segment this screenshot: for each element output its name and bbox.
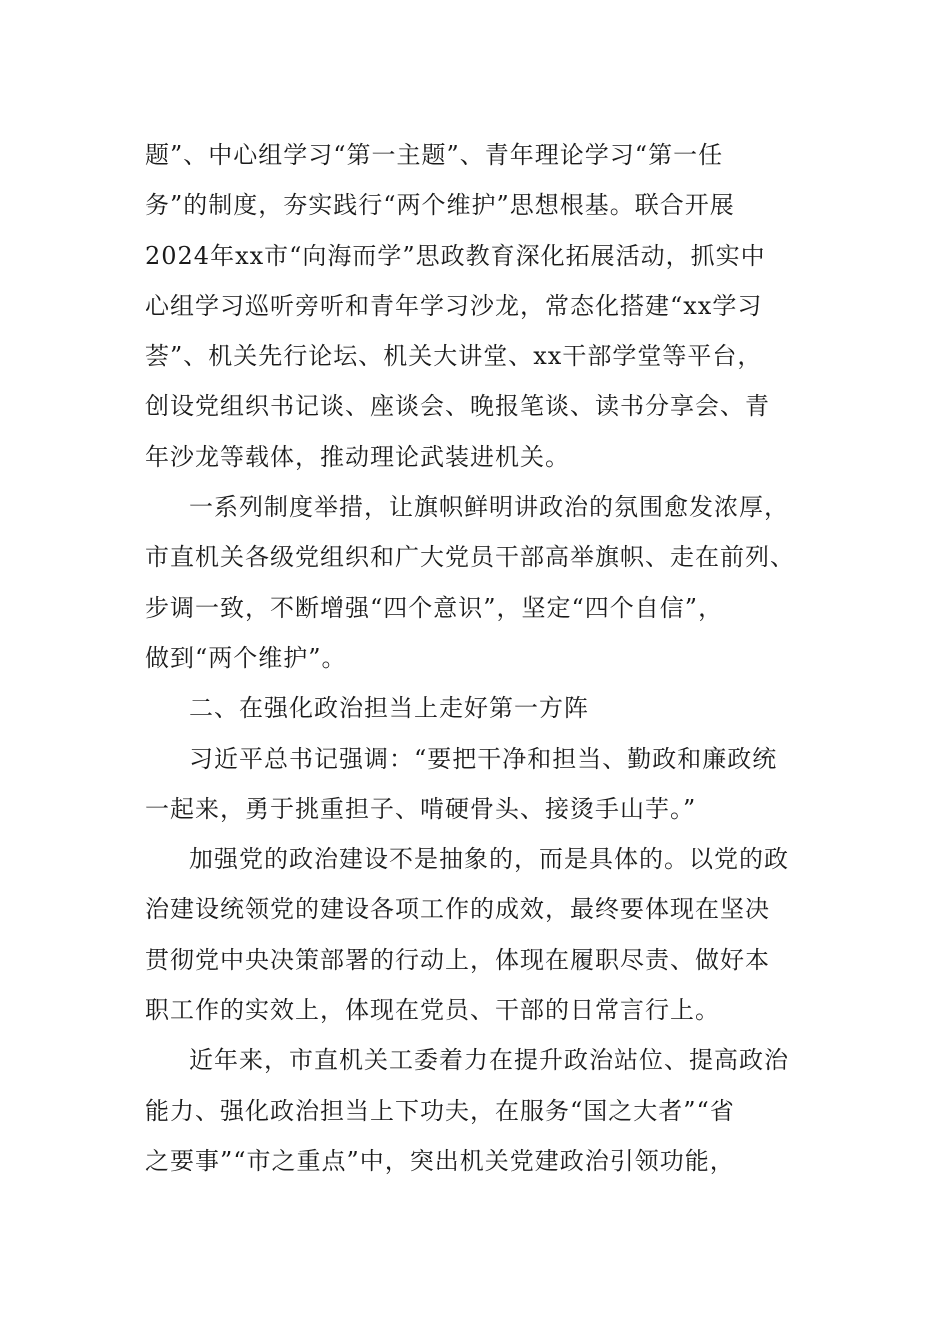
section-heading: 二、在强化政治担当上走好第一方阵 bbox=[189, 694, 589, 723]
text-line: 职工作的实效上，体现在党员、干部的日常言行上。 bbox=[145, 996, 720, 1025]
text-line: 心组学习巡听旁听和青年学习沙龙，常态化搭建“xx学习 bbox=[145, 291, 763, 320]
text-line: 题”、中心组学习“第一主题”、青年理论学习“第一任 bbox=[145, 141, 724, 169]
paragraph-start-line: 加强党的政治建设不是抽象的，而是具体的。以党的政 bbox=[189, 845, 789, 874]
text-line: 荟”、机关先行论坛、机关大讲堂、xx干部学堂等平台， bbox=[145, 342, 763, 371]
text-line: 年沙龙等载体，推动理论武装进机关。 bbox=[145, 442, 570, 471]
paragraph-start-line: 近年来，市直机关工委着力在提升政治站位、提高政治 bbox=[189, 1046, 789, 1075]
text-line: 创设党组织书记谈、座谈会、晚报笔谈、读书分享会、青 bbox=[145, 392, 770, 421]
text-line: 治建设统领党的建设各项工作的成效，最终要体现在坚决 bbox=[145, 895, 770, 924]
text-line: 一起来，勇于挑重担子、啃硬骨头、接烫手山芋。” bbox=[145, 794, 697, 823]
paragraph-start-line: 习近平总书记强调：“要把干净和担当、勤政和廉政统 bbox=[189, 744, 778, 773]
text-line: 贯彻党中央决策部署的行动上，体现在履职尽责、做好本 bbox=[145, 945, 770, 974]
paragraph-start-line: 一系列制度举措，让旗帜鲜明讲政治的氛围愈发浓厚， bbox=[189, 493, 789, 522]
text-line: 务”的制度，夯实践行“两个维护”思想根基。联合开展 bbox=[145, 191, 735, 220]
document-body bbox=[145, 130, 805, 1186]
text-line: 能力、强化政治担当上下功夫，在服务“国之大者”“省 bbox=[145, 1096, 735, 1125]
text-line: 步调一致，不断增强“四个意识”，坚定“四个自信”， bbox=[145, 593, 724, 622]
text-line: 市直机关各级党组织和广大党员干部高举旗帜、走在前列、 bbox=[145, 543, 795, 572]
text-line: 之要事”“市之重点”中，突出机关党建政治引领功能， bbox=[145, 1146, 735, 1175]
text-line: 做到“两个维护”。 bbox=[145, 643, 347, 672]
text-line: 2024年xx市“向海而学”思政教育深化拓展活动，抓实中 bbox=[145, 241, 766, 270]
